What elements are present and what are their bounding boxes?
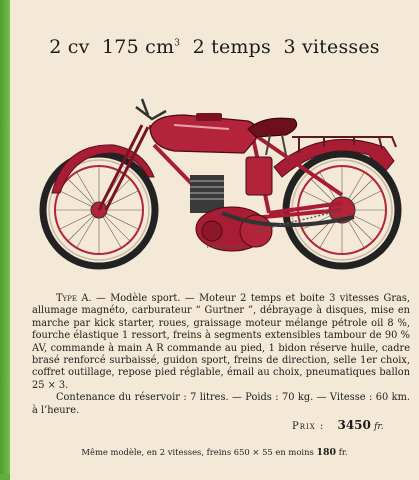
footnote-currency: fr. (338, 447, 348, 457)
footnote-amount: 180 (316, 447, 337, 458)
headline-cm-sup: 3 (174, 38, 181, 49)
price-value: 3450 (337, 418, 371, 432)
illustrator-signature: Y. LINOT 1928 (206, 244, 244, 250)
price-currency: fr. (374, 422, 384, 432)
tool-box (246, 157, 272, 195)
headline-temps: 2 temps (192, 36, 271, 58)
type-label: Type A. (56, 293, 92, 304)
handlebar (136, 99, 166, 119)
price-label: Prix : (292, 421, 325, 432)
saddle (248, 118, 297, 137)
headline-cv: 2 cv (49, 36, 90, 58)
green-left-border (0, 0, 10, 480)
description-block (32, 293, 410, 417)
description-text: — Modèle sport. — Moteur 2 temps et boite 3 vitesses Gras, allumage magnéto, carburateur “ Gurtner ”, débrayage à disques, mise en marche par kick starter, roues, graissage moteur mélange pétrole oil 8 %, fourche élastique 1 ressort, freins à segments extensibles tambour de 90 % AV, commande à main A R commande au pied, 1 bidon réserve huile, cadre brasé renforcé surbaissé, guidon sport, freins de direction, selle 1er choix, coffret outillage, repose pied réglable, émail au choix, pneumatiques ballon 25 × 3. (32, 293, 410, 391)
footnote-text: Même modèle, en 2 vitesses, freins 650 × 55 en moins (81, 447, 314, 457)
headline-cm: 175 cm (102, 36, 175, 58)
motorcycle-illustration (24, 85, 419, 285)
footnote (10, 447, 419, 458)
price-line (292, 418, 384, 432)
catalog-page (10, 0, 419, 480)
headline (10, 36, 419, 58)
headline-vitesses: 3 vitesses (283, 36, 380, 58)
capacity-line: Contenance du réservoir : 7 litres. — Poids : 70 kg. — Vitesse : 60 km. à l’heure. (32, 392, 410, 416)
tank-cap (196, 113, 222, 121)
description-paragraph (32, 293, 410, 392)
